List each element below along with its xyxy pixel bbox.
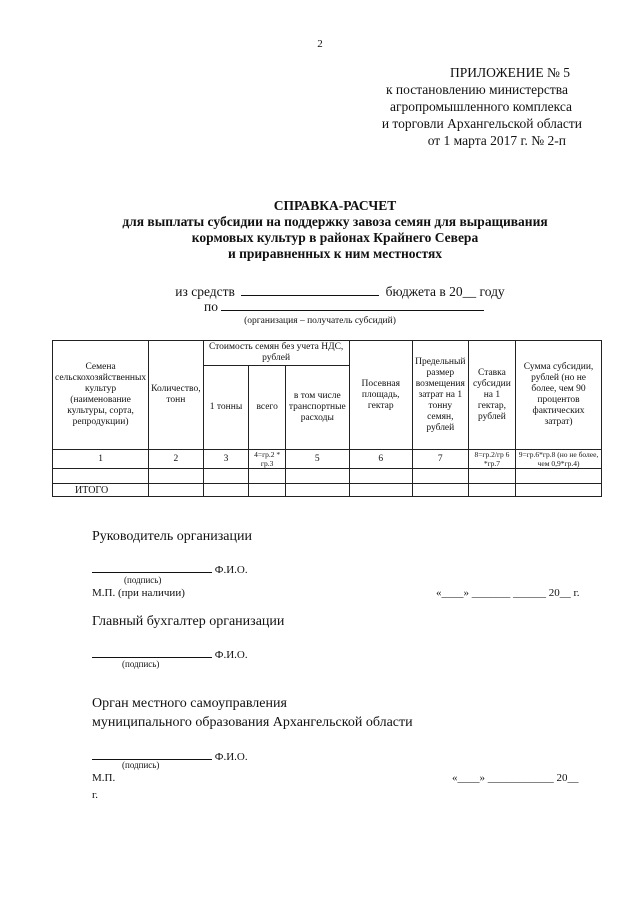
column-number: 7	[412, 450, 468, 469]
header-max-costs: Предельный размер возмещения затрат на 1 тонну семян, рублей	[412, 341, 468, 450]
signature-blank	[92, 561, 212, 573]
total-label: ИТОГО	[53, 484, 149, 497]
title-line: и приравненных к ним местностях	[227, 246, 443, 261]
header-subsidy-sum: Сумма субсидии, рублей (но не более, чем 90 процентов фактических затрат)	[516, 341, 602, 450]
total-row	[53, 484, 602, 497]
budget-label: бюджета в 20__ году	[385, 284, 505, 299]
column-number: 5	[285, 450, 349, 469]
accountant-signature-line	[92, 646, 248, 661]
year-suffix: г.	[92, 789, 99, 801]
header-seeds: Семена сельскохозяйственных культур (наименование культуры, сорта, репродукции)	[53, 341, 149, 450]
page-number: 2	[317, 38, 323, 50]
header-quantity: Количество, тонн	[149, 341, 203, 450]
recipient-blank	[221, 298, 484, 311]
column-number: 2	[149, 450, 203, 469]
signature-hint: (подпись)	[122, 659, 160, 669]
appendix-title: ПРИЛОЖЕНИЕ № 5	[449, 65, 570, 80]
seal-label: М.П.	[92, 772, 116, 784]
head-title: Руководитель организации	[92, 529, 252, 544]
column-number: 8=гр.2/гр 6 *гр.7	[468, 450, 515, 469]
seal-label: М.П. (при наличии)	[92, 587, 185, 599]
fio-label: Ф.И.О.	[214, 751, 248, 763]
fio-label: Ф.И.О.	[214, 564, 248, 576]
column-number: 9=гр.6*гр.8 (но не более, чем 0,9*гр.4)	[516, 450, 602, 469]
head-signature-line	[92, 561, 248, 576]
header-sowing-area: Посевная площадь, гектар	[349, 341, 412, 450]
signature-hint: (подпись)	[122, 760, 160, 770]
appendix-line: к постановлению министерства	[385, 82, 568, 97]
header-cost-total: всего	[249, 366, 286, 450]
calculation-table	[52, 340, 602, 497]
appendix-header	[382, 64, 582, 149]
gov-title-line2: муниципального образования Архангельской области	[92, 715, 413, 730]
title-line: СПРАВКА-РАСЧЕТ	[273, 198, 397, 213]
date-line: «____» _______ ______ 20__ г.	[436, 587, 580, 599]
recipient-line	[204, 298, 484, 315]
fio-label: Ф.И.О.	[214, 649, 248, 661]
accountant-title: Главный бухгалтер организации	[92, 614, 285, 629]
column-number: 4=гр.2 * гр.3	[249, 450, 286, 469]
gov-signature-line	[92, 748, 248, 763]
title-line: для выплаты субсидии на поддержку завоза семян для выращивания	[122, 214, 548, 229]
signature-blank	[92, 646, 212, 658]
funds-blank	[241, 283, 379, 296]
by-label: по	[204, 299, 218, 314]
signature-hint: (подпись)	[124, 575, 162, 585]
appendix-date: от 1 марта 2017 г. № 2-п	[427, 133, 566, 148]
appendix-line: агропромышленного комплекса	[390, 99, 572, 114]
column-number: 1	[53, 450, 149, 469]
header-cost-per-ton: 1 тонны	[203, 366, 249, 450]
date-line: «____» ____________ 20__	[452, 772, 579, 784]
org-hint: (организация – получатель субсидий)	[244, 316, 396, 326]
table-row	[53, 469, 602, 484]
document-title	[90, 198, 580, 262]
header-rate: Ставка субсидии на 1 гектар, рублей	[468, 341, 515, 450]
appendix-line: и торговли Архангельской области	[381, 116, 582, 131]
column-number: 3	[203, 450, 249, 469]
gov-title-line1: Орган местного самоуправления	[92, 696, 287, 711]
header-cost-group: Стоимость семян без учета НДС, рублей	[203, 341, 349, 366]
title-line: кормовых культур в районах Крайнего Севера	[191, 230, 479, 245]
signature-blank	[92, 748, 212, 760]
header-cost-transport: в том числе транспортные расходы	[285, 366, 349, 450]
column-number: 6	[349, 450, 412, 469]
funds-label: из средств	[175, 284, 235, 299]
column-numbers-row	[53, 450, 602, 469]
